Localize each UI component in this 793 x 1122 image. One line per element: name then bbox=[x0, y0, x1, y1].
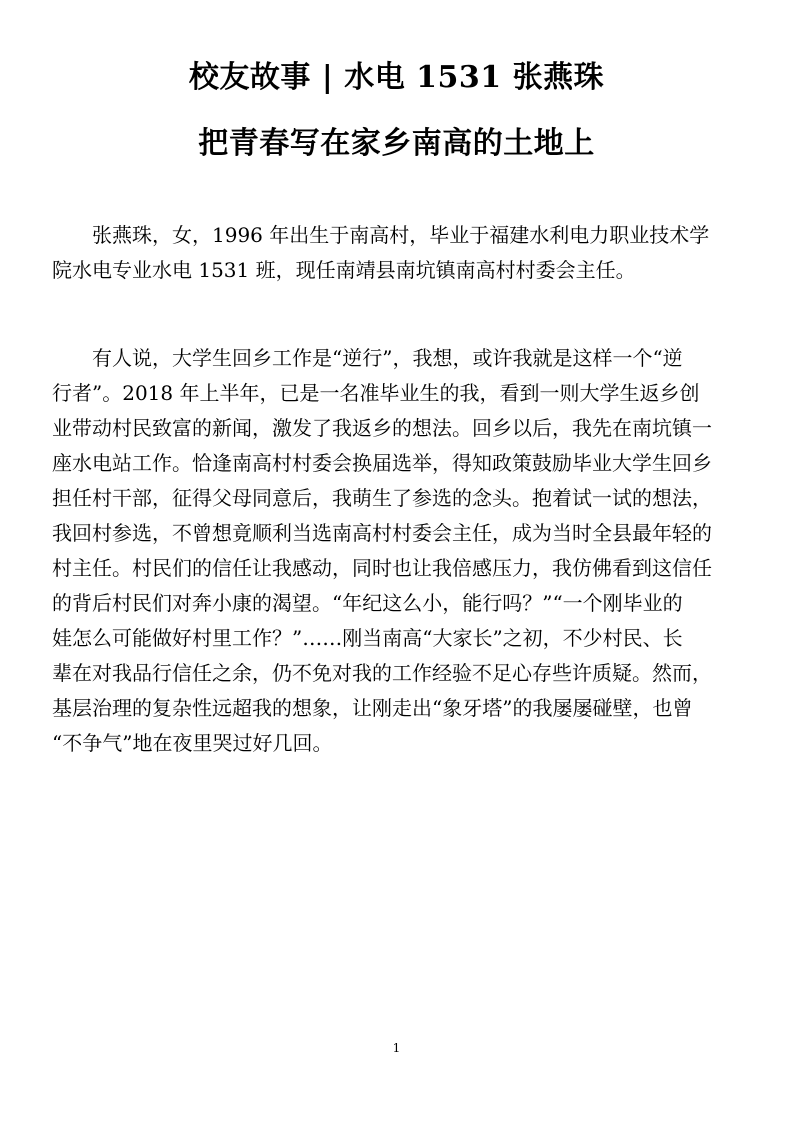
paragraph-line: 娃怎么可能做好村里工作？”……刚当南高“大家长”之初，不少村民、长 bbox=[52, 626, 683, 650]
paragraph-line: 座水电站工作。恰逢南高村村委会换届选举，得知政策鼓励毕业大学生回乡 bbox=[52, 451, 712, 475]
document-title: 校友故事 | 水电 1531 张燕珠 bbox=[188, 60, 605, 95]
paragraph-line: 行者”。2018 年上半年，已是一名准毕业生的我，看到一则大学生返乡创 bbox=[52, 381, 700, 405]
paragraph-line: 业带动村民致富的新闻，激发了我返乡的想法。回乡以后，我先在南坑镇一 bbox=[52, 416, 712, 440]
paragraph-line: 张燕珠，女，1996 年出生于南高村，毕业于福建水利电力职业技术学 bbox=[92, 223, 710, 247]
paragraph-line: 村主任。村民们的信任让我感动，同时也让我倍感压力，我仿佛看到这信任 bbox=[52, 556, 712, 580]
paragraph-intro bbox=[52, 218, 748, 288]
paragraph-line: 院水电专业水电 1531 班，现任南靖县南坑镇南高村村委会主任。 bbox=[52, 258, 636, 282]
paragraph-line: 担任村干部，征得父母同意后，我萌生了参选的念头。抱着试一试的想法， bbox=[52, 486, 712, 510]
paragraph-line: “不争气”地在夜里哭过好几回。 bbox=[52, 731, 333, 755]
paragraph-line: 有人说，大学生回乡工作是“逆行”，我想，或许我就是这样一个“逆 bbox=[92, 346, 683, 370]
paragraph-story bbox=[52, 341, 748, 761]
paragraph-line: 辈在对我品行信任之余，仍不免对我的工作经验不足心存些许质疑。然而， bbox=[52, 661, 712, 685]
document-subtitle: 把青春写在家乡南高的土地上 bbox=[198, 126, 595, 161]
paragraph-line: 的背后村民们对奔小康的渴望。“年纪这么小，能行吗？”“一个刚毕业的 bbox=[52, 591, 683, 615]
page-number: 1 bbox=[392, 1041, 401, 1055]
paragraph-line: 我回村参选，不曾想竟顺利当选南高村村委会主任，成为当时全县最年轻的 bbox=[52, 521, 712, 545]
paragraph-line: 基层治理的复杂性远超我的想象，让刚走出“象牙塔”的我屡屡碰壁，也曾 bbox=[52, 696, 693, 720]
